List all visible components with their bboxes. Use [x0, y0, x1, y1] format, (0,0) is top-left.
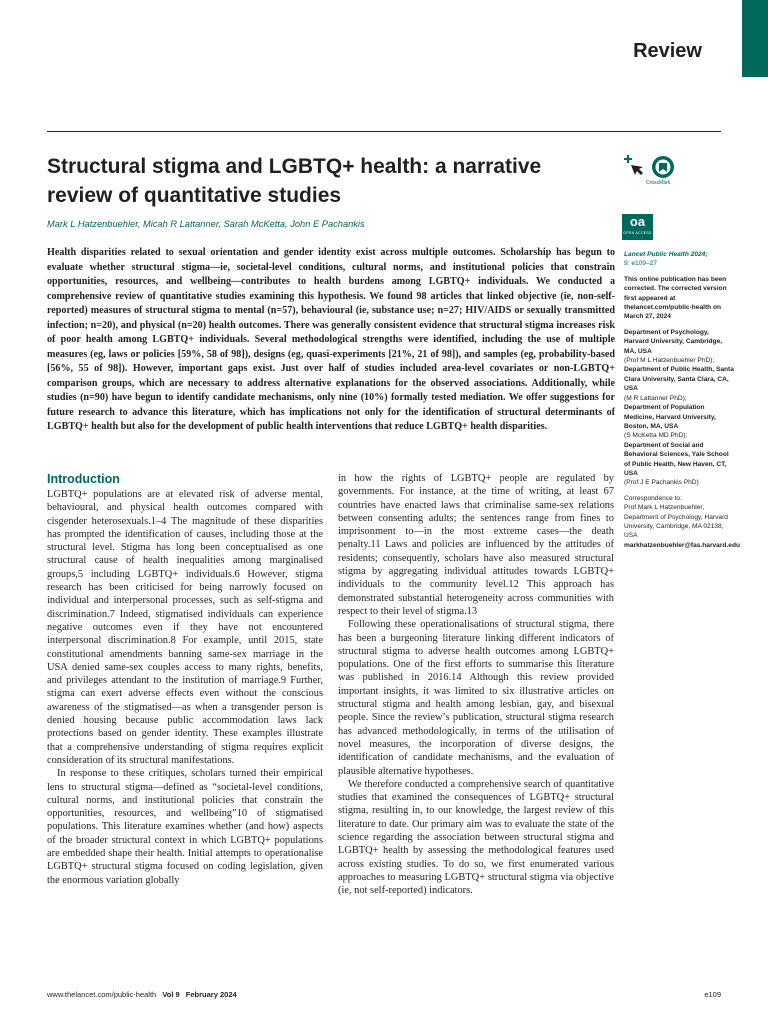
section-color-bar — [742, 0, 768, 77]
affiliation-dept: Department of Public Health, Santa Clara University, Santa Clara, CA, USA — [624, 366, 734, 393]
affiliation-dept: Department of Psychology, Harvard University, Cambridge, MA, USA — [624, 328, 723, 355]
body-paragraph: We therefore conducted a comprehensive search of quantitative studies that examined the consequences of LGBTQ+ structural stigma, resulting in, to our knowledge, the largest review of this literature to date. Our primary aim was to evaluate the state of the science regarding the association between structural stigma and LGBTQ+ health by assessing the methodological features used across existing studies. To do so, we first enumerated various approaches to measuring LGBTQ+ structural stigma via objective (ie, not self-reported) indicators. — [338, 778, 614, 897]
author-list: Mark L Hatzenbuehler, Micah R Lattanner, Sarah McKetta, John E Pachankis — [47, 219, 365, 229]
section-label: Review — [633, 40, 702, 62]
sidebar — [624, 250, 740, 556]
citation — [624, 250, 734, 269]
affiliation-dept: Department of Population Medicine, Harvard University, Boston, MA, USA — [624, 404, 716, 430]
footer-date: February 2024 — [185, 990, 237, 999]
correspondence-label: Correspondence to: — [624, 494, 682, 502]
body-paragraph: in how the rights of LGBTQ+ people are regulated by governments. For instance, at the time of writing, at least 67 countries have enacted laws that criminalise same-sex relations between consenting adults; the sentences range from fines to imprisonment to—in the most extreme cases—the death penalty.11 Laws and policies are influenced by the attitudes of residents; consequently, scholars have also measured structural stigma by aggregating individual attitudes towards LGBTQ+ individuals to the community level.12 This approach has demonstrated substantial heterogeneity across communities with respect to their level of stigma.13 — [338, 473, 614, 617]
correction-note: This online publication has been corrected. The corrected version first appeared at thelancet.com/public-health on March 27, 2024 — [624, 275, 727, 321]
article-title: Structural stigma and LGBTQ+ health: a narrative review of quantitative studies — [47, 155, 542, 207]
body-paragraph: In response to these critiques, scholars turned their empirical lens to structural stigma—defined as “societal-level conditions, cultural norms, and institutional policies that constrain the opportunities, resources, and wellbeing”10 of stigmatised populations. This literature examines whether (and how) aspects of the broader structural context in which LGBTQ+ populations are embedded shape their health. Initial attempts to operationalise LGBTQ+ structural stigma focused on coding legislation, given the enormous variation globally — [47, 768, 323, 886]
oa-label: oa — [629, 214, 646, 229]
body-column-right — [338, 472, 614, 898]
footer-volume: Vol 9 — [162, 990, 180, 999]
affiliation-people: (S McKetta MD PhD); — [624, 432, 688, 440]
correspondence-address: Prof Mark L Hatzenbuehler, Department of Psychology, Harvard University, Cambridge, MA 02138, USA — [624, 504, 728, 540]
citation-pages: 9: e109–27 — [624, 260, 658, 268]
open-access-icon — [622, 214, 653, 240]
page-footer — [47, 990, 721, 999]
citation-journal: Lancet Public Health 2024; — [624, 251, 708, 258]
oa-sublabel: OPEN ACCESS — [623, 231, 652, 235]
correspondence — [624, 494, 740, 550]
section-heading-introduction: Introduction — [47, 472, 120, 486]
header-rule — [47, 131, 721, 132]
body-paragraph: LGBTQ+ populations are at elevated risk of adverse mental, behavioural, and physical health outcomes compared with cisgender heterosexuals.1–4 The magnitude of these disparities has prompted the identification of causes, including those at the structural level. Stigma has long been conceptualised as one structural cause of health inequalities among marginalised groups,5 including LGBTQ+ individuals.6 However, stigma research has been criticised for being narrowly focused on individual and interpersonal processes, such as self-stigma and discrimination.7 Indeed, stigmatised individuals can experience negative outcomes even if they have not encountered interpersonal discrimination.8 For example, until 2015, state constitutional amendments banning same-sex marriage in the USA denied same-sex couples access to many rights, benefits, and privileges attendant to the institution of marriage.9 Further, stigma can exert adverse effects even without the conscious awareness of the stigmatised—as when a transgender person is denied housing because public accommodation laws lack protections based on gender identity. These examples illustrate that a comprehensive understanding of stigma requires explicit consideration of its structural manifestations. — [47, 489, 323, 766]
affiliations — [624, 328, 734, 488]
affiliation-people: (Prof M L Hatzenbuehler PhD); — [624, 357, 715, 365]
journal-url-link[interactable]: www.thelancet.com/public-health — [47, 990, 157, 999]
page-number: e109 — [704, 990, 721, 999]
body-paragraph: Following these operationalisations of structural stigma, there has been a burgeoning literature linking different indicators of structural stigma to adverse health outcomes among LGBTQ+ populations. One of the first efforts to summarise this literature was published in 2016.14 Although this review provided important insights, it was limited to six illustrative articles on structural stigma and health among lesbian, gay, and bisexual people. Since the review’s publication, structural stigma research has advanced methodologically, in terms of the utilisation of novel measures, the incorporation of diverse designs, the identification of candidate mechanisms, and the evaluation of plausible alternative hypotheses. — [338, 619, 614, 777]
body-column-left — [47, 472, 323, 887]
affiliation-people: (Prof J E Pachankis PhD) — [624, 479, 699, 487]
correspondence-email-link[interactable]: markhatzenbuehler@fas.harvard.edu — [624, 541, 740, 549]
affiliation-dept: Department of Social and Behavioral Sciences, Yale School of Public Health, New Haven, CT, USA — [624, 441, 729, 477]
affiliation-people: (M R Lattanner PhD); — [624, 394, 687, 402]
crossmark-label: CrossMark — [646, 180, 671, 186]
abstract: Health disparities related to sexual orientation and gender identity exist across multiple outcomes. Scholarship has begun to evaluate whether structural stigma—ie, societal-level conditions, cultural norms, and institutional policies that constrain opportunities, resources, and wellbeing—contributes to health burdens among LGBTQ+ individuals. We conducted a comprehensive review of quantitative studies examining this hypothesis. We found 98 articles that linked objective (ie, non-self-reported) measures of structural stigma to mental (n=57), behavioural (ie, substance use; n=27; HIV/AIDS or sexually transmitted infection; n=20), and physical (n=20) health outcomes. There was generally consistent evidence that structural stigma increases risk of poor health among LGBTQ+ individuals. Several methodological strengths were identified, including the use of multiple measures (eg, laws or policies [59%, 58 of 98]), designs (eg, quasi-experiments [21%, 21 of 98]), and samples (eg, probability-based [56%, 55 of 98]). However, important gaps exist. Just over half of studies included area-level covariates or non-LGBTQ+ comparison groups, which are necessary to address alternative explanations for the observed associations. Additionally, while studies (n=90) have begun to identify candidate mechanisms, only nine (10%) formally tested mediation. We offer suggestions for future research to advance this literature, which has implications not only for the identification of structural determinants of LGBTQ+ health but also for the development of public health interventions that reduce LGBTQ+ health disparities. — [47, 247, 615, 432]
